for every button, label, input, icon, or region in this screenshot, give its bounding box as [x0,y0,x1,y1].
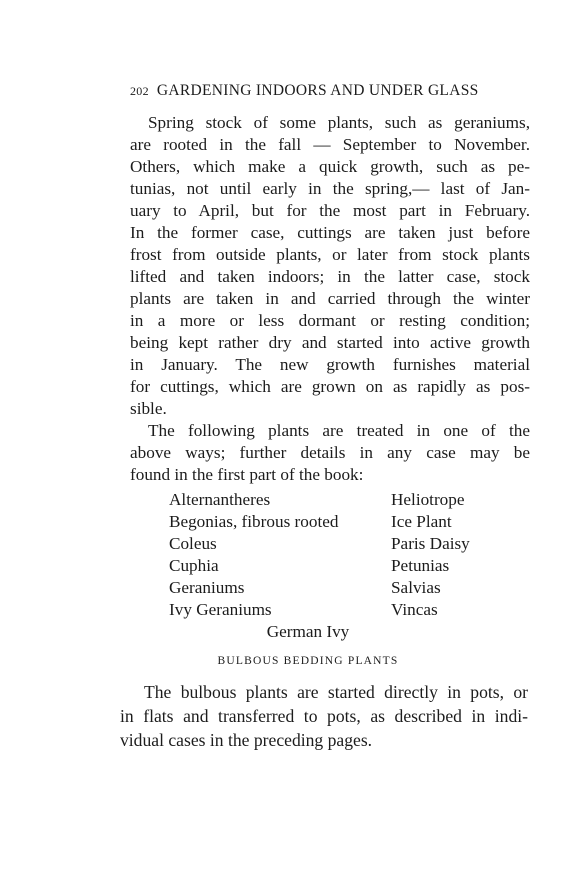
plant-item: Geraniums [169,578,245,597]
plant-item: Cuphia [169,556,219,575]
plant-item: Coleus [169,534,217,553]
text-line: plants are taken in and carried through the winter [130,289,530,308]
text-line: lifted and taken indoors; in the latter case, stock [130,267,530,286]
text-line: found in the first part of the book: [130,465,364,484]
plant-item: Paris Daisy [391,534,470,553]
plant-item: Vincas [391,600,438,619]
text-line: above ways; further details in any case may be [130,443,530,462]
text-line: in January. The new growth furnishes material [130,355,530,374]
text-line: Spring stock of some plants, such as geraniums, [148,113,530,132]
text-line: vidual cases in the preceding pages. [120,730,373,750]
text-line: frost from outside plants, or later from stock plants [130,245,530,264]
text-line: tunias, not until early in the spring,— last of Jan- [130,179,530,198]
text-line: are rooted in the fall — September to November. [130,135,530,154]
plant-item: Petunias [391,556,450,575]
text-line: sible. [130,399,167,418]
section-heading: BULBOUS BEDDING PLANTS [217,655,399,667]
running-header [130,82,530,102]
text-line: Others, which make a quick growth, such as pe- [130,157,530,176]
page-number: 202 [130,84,149,98]
text-line: for cuttings, which are grown on as rapidly as pos- [130,377,530,396]
text-line: uary to April, but for the most part in February. [130,201,530,220]
plant-item: Salvias [391,578,441,597]
running-title: GARDENING INDOORS AND UNDER GLASS [156,82,479,99]
plant-item: Alternantheres [169,490,271,509]
plant-item: Begonias, fibrous rooted [169,512,339,531]
plant-list-right-column [391,489,470,621]
text-line: in a more or less dormant or resting condition; [130,311,530,330]
text-line: The following plants are treated in one of the [148,421,530,440]
plant-item: Ice Plant [391,512,452,531]
plant-list-left-column [169,489,338,621]
text-line: The bulbous plants are started directly in pots, or [144,682,528,702]
text-line: in flats and transferred to pots, as described in indi- [120,706,528,726]
plant-item-centered: German Ivy [266,622,350,641]
text-line: In the former case, cuttings are taken just before [130,223,530,242]
text-line: being kept rather dry and started into active growth [130,333,530,352]
plant-item: Heliotrope [391,490,465,509]
plant-item: Ivy Geraniums [169,600,272,619]
